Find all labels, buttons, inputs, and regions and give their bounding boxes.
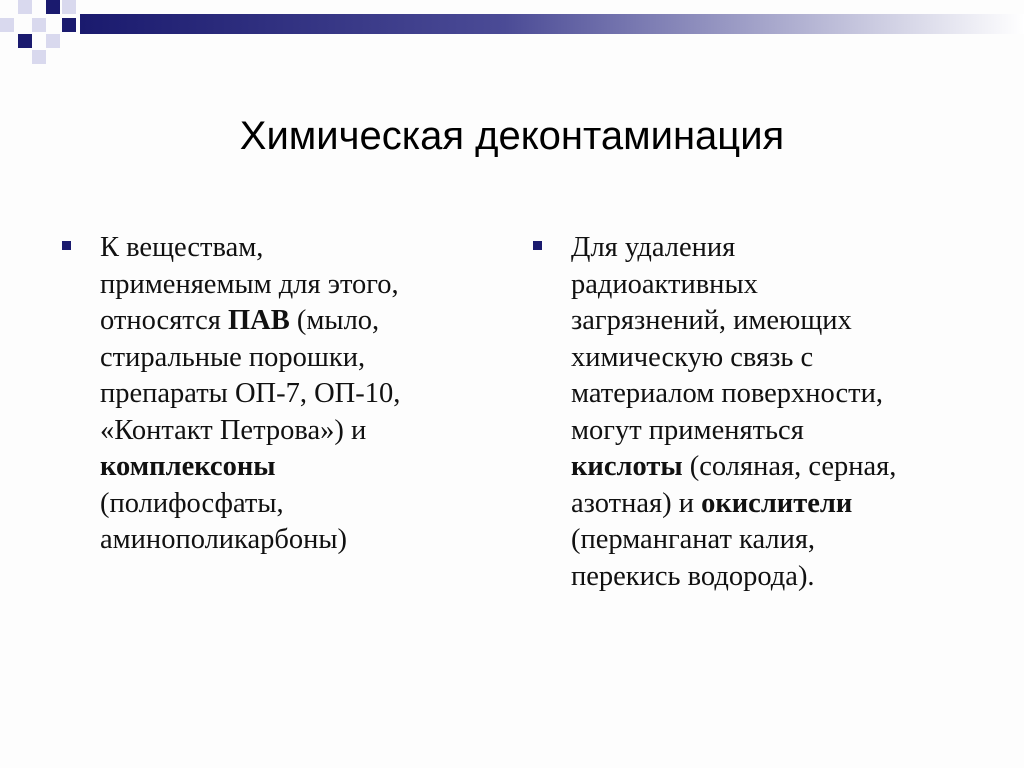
- text-segment: относятся: [100, 305, 228, 336]
- right-bullet-item: [533, 230, 993, 595]
- text-line: [100, 449, 482, 486]
- text-segment: (перманганат калия,: [571, 524, 816, 555]
- text-segment: азотная) и: [571, 487, 702, 519]
- text-line: [100, 376, 482, 413]
- text-segment: «Контакт Петрова») и: [100, 414, 367, 446]
- header-gradient-bar: [80, 14, 1024, 34]
- text-segment: (соляная, серная,: [682, 451, 897, 482]
- square-bullet-icon: [533, 241, 542, 250]
- text-line: [100, 303, 482, 340]
- slide-title: Химическая деконтаминация: [239, 114, 785, 158]
- text-segment: (полифосфаты,: [100, 487, 284, 519]
- bold-term: кислоты: [571, 451, 683, 482]
- left-bullet-text: [100, 230, 482, 559]
- text-segment: применяемым для этого,: [100, 268, 399, 300]
- text-line: [571, 230, 993, 267]
- text-line: [571, 449, 993, 486]
- bold-term: комплексоны: [100, 451, 276, 482]
- text-segment: аминополикарбоны): [100, 524, 347, 555]
- text-line: [571, 267, 993, 304]
- deco-square: [18, 0, 32, 14]
- bold-term: ПАВ: [228, 305, 290, 336]
- text-segment: К веществам,: [100, 232, 264, 263]
- text-line: [571, 522, 993, 559]
- text-line: [571, 303, 993, 340]
- text-segment: материалом поверхности,: [571, 378, 883, 409]
- text-line: [571, 486, 993, 523]
- deco-square: [32, 18, 46, 32]
- text-segment: химическую связь с: [571, 341, 814, 373]
- text-segment: Для удаления: [571, 232, 736, 263]
- text-line: [100, 267, 482, 304]
- text-segment: загрязнений, имеющих: [571, 305, 852, 336]
- text-segment: перекись водорода).: [571, 560, 815, 592]
- deco-square: [62, 18, 76, 32]
- text-segment: радиоактивных: [571, 268, 758, 300]
- text-line: [100, 486, 482, 523]
- text-segment: препараты ОП-7, ОП-10,: [100, 378, 401, 409]
- deco-square: [46, 34, 60, 48]
- text-line: [100, 230, 482, 267]
- text-segment: (мыло,: [289, 305, 380, 336]
- text-line: [571, 413, 993, 450]
- text-segment: стиральные порошки,: [100, 341, 366, 373]
- deco-square: [46, 0, 60, 14]
- header-decoration: [0, 0, 1024, 64]
- deco-square: [32, 50, 46, 64]
- text-line: [571, 340, 993, 377]
- text-line: [571, 376, 993, 413]
- bold-term: окислители: [701, 487, 853, 519]
- text-line: [571, 559, 993, 596]
- deco-square: [0, 18, 14, 32]
- deco-square: [18, 34, 32, 48]
- text-line: [100, 340, 482, 377]
- right-bullet-text: [571, 230, 993, 595]
- text-line: [100, 522, 482, 559]
- text-segment: могут применяться: [571, 414, 804, 446]
- square-bullet-icon: [62, 241, 71, 250]
- left-bullet-item: [62, 230, 482, 559]
- text-line: [100, 413, 482, 450]
- deco-square: [62, 0, 76, 14]
